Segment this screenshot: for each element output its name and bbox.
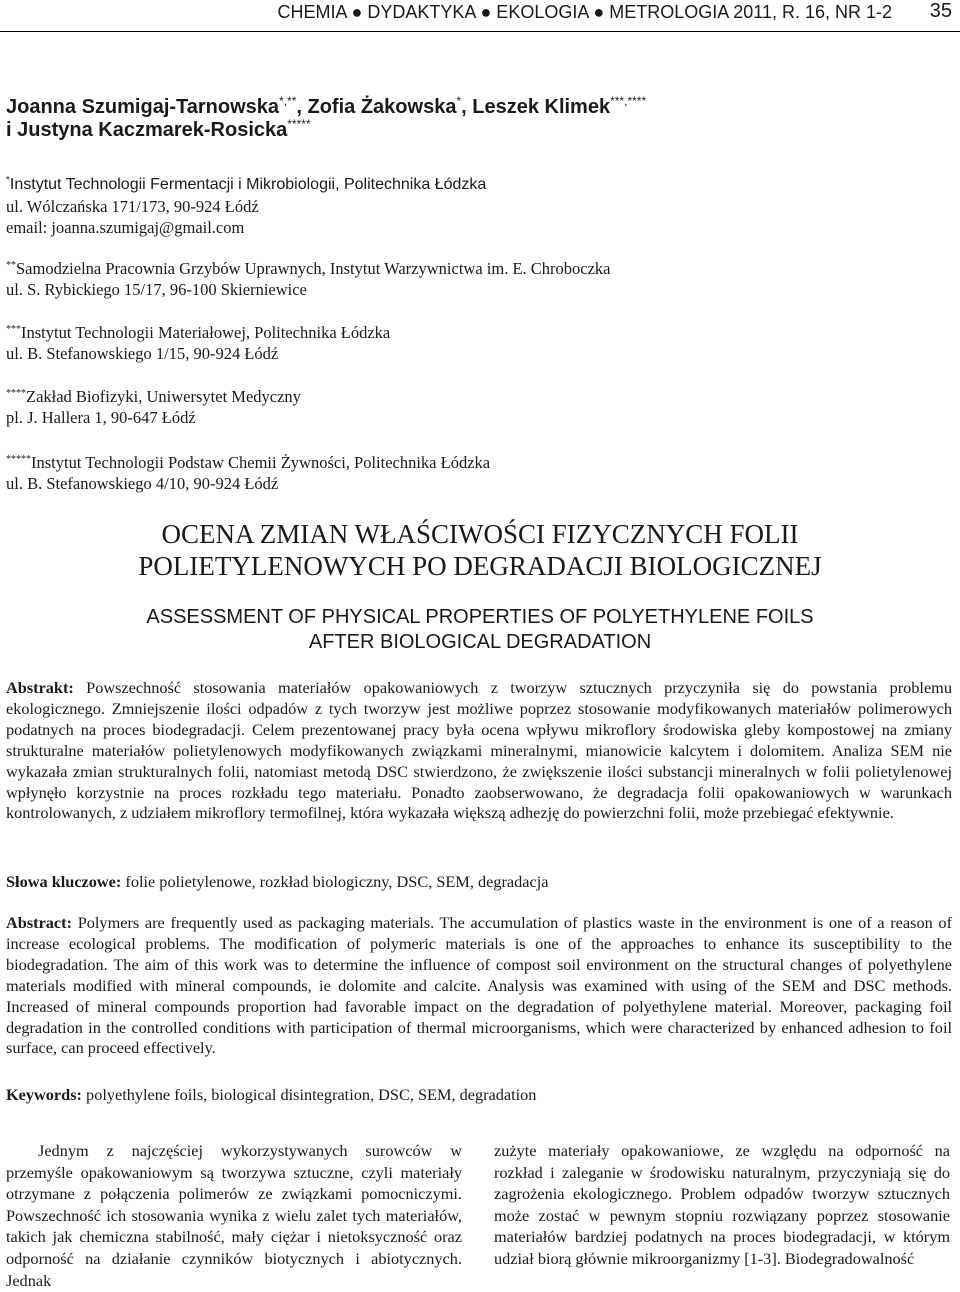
affiliation-mark: ****: [6, 388, 26, 399]
running-header: [0, 0, 960, 34]
body-column-left: [6, 1140, 462, 1291]
affiliation-mark: *****: [6, 454, 31, 465]
abstract-label: Abstract:: [6, 913, 73, 932]
author-conjunction: i: [6, 119, 18, 141]
author-name: Leszek Klimek: [472, 96, 611, 118]
affiliation-mark: ***,****: [610, 94, 647, 108]
affiliation-2: [6, 258, 906, 300]
affiliation-institution: Instytut Technologii Materiałowej, Politechnika Łódzka: [21, 323, 391, 342]
header-rule: [0, 31, 960, 32]
keywords-polish: [6, 872, 952, 893]
keywords-english: [6, 1085, 952, 1106]
abstract-label: Abstrakt:: [6, 678, 74, 697]
affiliation-5: [6, 452, 906, 494]
title-line: ASSESSMENT OF PHYSICAL PROPERTIES OF POLYETHYLENE FOILS: [146, 606, 814, 628]
abstract-text: Powszechność stosowania materiałów opakowaniowych z tworzyw sztucznych przyczyniła się do powstania problemu ekologicznego. Zmniejszenie ilości odpadów z tych tworzyw jest możliwe poprzez stosowanie modyfikowanych materiałów polimerowych podatnych na proces biodegradacji. Celem prezentowanej pracy była ocena wpływu mikroflory środowiska gleby kompostowej na zmiany strukturalne materiałów polietylenowych modyfikowanych związkami mineralnymi, mianowicie kalcytem i dolomitem. Analiza SEM nie wykazała zmian strukturalnych folii, natomiast metodą DSC stwierdzono, że zwiększenie ilości substancji mineralnych w folii polietylenowej wpłynęło korzystnie na proces rozkładu tego materiału. Ponadto zaobserwowano, że degradacja folii opakowaniowych w warunkach kontrolowanych, z udziałem mikroflory termofilnej, która wykazała większą adhezję do powierzchni folii, może przebiegać efektywnie.: [6, 678, 952, 823]
affiliation-mark: *: [6, 175, 10, 186]
affiliation-address: ul. S. Rybickiego 15/17, 96-100 Skierniewice: [6, 280, 307, 299]
author-list: [6, 96, 646, 142]
abstract-text: Polymers are frequently used as packaging materials. The accumulation of plastics waste in the environment is one of a reason of increase ecological problems. The modification of polymeric materials is one of the approaches to enhance its susceptibility to the biodegradation. The aim of this work was to determine the influence of compost soil environment on the structural changes of polyethylene materials modified with mineral compounds, ie dolomite and calcite. Analysis was examined with using of the SEM and DSC methods. Increased of mineral compounds proportion had favorable impact on the degradation of polyethylene material. Moreover, packaging foil degradation in the controlled conditions with participation of thermal microorganisms, which were characterized by enhanced adhesion to foil surface, can proceed effectively.: [6, 913, 952, 1058]
affiliation-mark: ***: [6, 324, 21, 335]
affiliation-address: ul. Wólczańska 171/173, 90-924 Łódź: [6, 197, 259, 216]
affiliation-4: [6, 386, 906, 428]
affiliation-1-address: [6, 196, 906, 238]
page-number: 35: [929, 0, 952, 22]
affiliation-institution: Instytut Technologii Podstaw Chemii Żywności, Politechnika Łódzka: [31, 453, 491, 472]
affiliation-institution: Samodzielna Pracownia Grzybów Uprawnych, Instytut Warzywnictwa im. E. Chroboczka: [16, 259, 611, 278]
author-name: Joanna Szumigaj-Tarnowska: [6, 96, 280, 118]
title-line: AFTER BIOLOGICAL DEGRADATION: [308, 631, 652, 653]
affiliation-institution: Zakład Biofizyki, Uniwersytet Medyczny: [26, 387, 301, 406]
affiliation-mark: *: [456, 94, 462, 108]
affiliation-mark: **: [6, 260, 16, 271]
keywords-text: folie polietylenowe, rozkład biologiczny, DSC, SEM, degradacja: [125, 872, 549, 891]
affiliation-address: ul. B. Stefanowskiego 1/15, 90-924 Łódź: [6, 344, 279, 363]
author-name: Zofia Żakowska: [307, 96, 457, 118]
affiliation-address: ul. B. Stefanowskiego 4/10, 90-924 Łódź: [6, 474, 279, 493]
author-line-2: [6, 119, 646, 142]
affiliation-address: pl. J. Hallera 1, 90-647 Łódź: [6, 408, 196, 427]
author-separator: ,: [296, 96, 308, 118]
keywords-label: Słowa kluczowe:: [6, 872, 122, 891]
body-text: Jednym z najczęściej wykorzystywanych surowców w przemyśle opakowaniowym są tworzywa sztuczne, czyli materiały otrzymane z połączenia polimerów ze związkami pomocniczymi. Powszechność ich stosowania wynika z wielu zalet tych materiałów, takich jak chemiczna stabilność, mały ciężar i nietoksyczność oraz odporność na działanie czynników biotycznych i abiotycznych. Jednak: [6, 1141, 462, 1290]
body-column-right: [494, 1140, 950, 1270]
title-line: OCENA ZMIAN WŁAŚCIWOŚCI FIZYCZNYCH FOLII: [161, 519, 799, 549]
article-title-polish: [0, 518, 960, 582]
body-text: zużyte materiały opakowaniowe, ze względu na odporność na rozkład i zaleganie w środowisku naturalnym, przyczyniają się do zagrożenia ekologicznego. Problem odpadów tworzyw sztucznych może zostać w pewnym stopniu rozwiązany poprzez stosowanie materiałów bardziej podatnych na proces biodegradacji, w którym udział biorą głównie mikroorganizmy [1-3]. Biodegradowalność: [494, 1141, 950, 1268]
title-line: POLIETYLENOWYCH PO DEGRADACJI BIOLOGICZNEJ: [138, 551, 822, 581]
affiliation-institution: Instytut Technologii Fermentacji i Mikrobiologii, Politechnika Łódzka: [9, 176, 487, 193]
author-separator: ,: [461, 96, 473, 118]
keywords-text: polyethylene foils, biological disintegration, DSC, SEM, degradation: [86, 1085, 537, 1104]
abstract-english: [6, 913, 952, 1059]
journal-header: CHEMIA ● DYDAKTYKA ● EKOLOGIA ● METROLOGIA 2011, R. 16, NR 1-2: [277, 2, 892, 22]
affiliation-mark: *,**: [279, 94, 297, 108]
article-title-english: [0, 605, 960, 655]
abstract-polish: [6, 678, 952, 824]
affiliation-1: [6, 174, 906, 195]
author-line-1: [6, 96, 646, 119]
keywords-label: Keywords:: [6, 1085, 82, 1104]
affiliation-email: email: joanna.szumigaj@gmail.com: [6, 218, 245, 237]
affiliation-mark: *****: [287, 117, 311, 131]
author-name: Justyna Kaczmarek-Rosicka: [17, 119, 288, 141]
affiliation-3: [6, 322, 906, 364]
